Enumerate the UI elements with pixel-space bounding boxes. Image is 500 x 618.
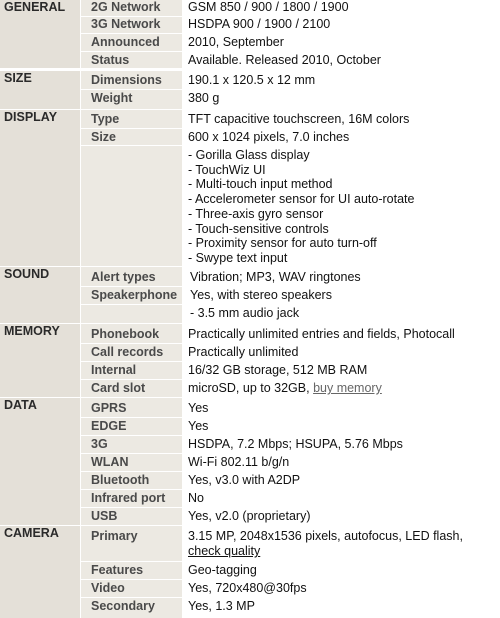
spec-label: Video [91,581,125,595]
section-display [0,109,500,266]
spec-label: Status [91,53,130,67]
spec-label: GPRS [91,401,127,415]
spec-value: Wi-Fi 802.11 b/g/n [188,455,290,469]
section-sound [0,266,500,323]
feature-item: - TouchWiz UI [188,162,266,177]
spec-value: Practically unlimited entries and fields, Photocall [188,327,455,341]
spec-value: Yes [188,401,209,415]
spec-value: No [188,491,204,505]
section-camera [0,525,500,618]
spec-label: Infrared port [91,491,166,505]
spec-value: Practically unlimited [188,345,299,359]
spec-value: Yes [188,419,209,433]
spec-label: 3G Network [91,17,161,31]
feature-item: - Gorilla Glass display [188,148,310,162]
spec-value: Yes, 720x480@30fps [188,581,307,595]
spec-label: Type [91,112,120,126]
feature-item: - Touch-sensitive controls [188,221,329,236]
category-size: SIZE [0,71,80,109]
section-data [0,397,500,525]
spec-value: Yes, 1.3 MP [188,599,255,613]
spec-label: Size [91,130,117,144]
spec-label: Primary [91,529,138,543]
spec-value: Yes, v3.0 with A2DP [188,473,301,487]
spec-label: Announced [91,35,160,49]
section-memory [0,323,500,397]
section-size [0,70,500,109]
spec-value: Vibration; MP3, WAV ringtones [190,270,361,284]
spec-value: TFT capacitive touchscreen, 16M colors [188,112,410,126]
buy-memory-link[interactable]: buy memory [313,381,382,395]
feature-item: - Accelerometer sensor for UI auto-rotate [188,192,415,207]
spec-value: 380 g [188,91,220,105]
spec-label: Phonebook [91,327,160,341]
spec-label: Speakerphone [91,288,178,302]
spec-label: 2G Network [91,0,161,14]
check-quality-link[interactable]: check quality [188,544,261,558]
spec-value: 600 x 1024 pixels, 7.0 inches [188,130,350,144]
category-memory: MEMORY [0,324,80,397]
spec-label: 3G [91,437,108,451]
spec-label: Call records [91,345,164,359]
spec-label: Alert types [91,270,156,284]
spec-label: Card slot [91,381,146,395]
feature-item: - 3.5 mm audio jack [190,306,300,320]
feature-item: - Three-axis gyro sensor [188,206,324,221]
spec-value: Yes, v2.0 (proprietary) [188,509,311,523]
spec-value: GSM 850 / 900 / 1800 / 1900 [188,0,349,14]
category-display: DISPLAY [0,110,80,266]
category-sound: SOUND [0,267,80,323]
category-data: DATA [0,398,80,525]
feature-item: - Multi-touch input method [188,177,333,192]
spec-value: Geo-tagging [188,563,257,577]
spec-value: microSD, up to 32GB, buy memory [188,381,382,395]
spec-label: WLAN [91,455,129,469]
spec-value: HSDPA 900 / 1900 / 2100 [188,17,331,31]
spec-label: Weight [91,91,133,105]
spec-label: Bluetooth [91,473,150,487]
spec-label: Internal [91,363,137,377]
spec-value: HSDPA, 7.2 Mbps; HSUPA, 5.76 Mbps [188,437,403,451]
spec-value: 2010, September [188,35,284,49]
spec-value: 190.1 x 120.5 x 12 mm [188,73,316,87]
spec-label: Features [91,563,144,577]
spec-value: 16/32 GB storage, 512 MB RAM [188,363,368,377]
spec-value: Yes, with stereo speakers [190,288,332,302]
category-general: GENERAL [0,0,80,68]
spec-label: Dimensions [91,73,162,87]
spec-label: EDGE [91,419,127,433]
spec-value: 3.15 MP, 2048x1536 pixels, autofocus, LED flash, [188,529,463,543]
feature-item: - Swype text input [188,250,288,265]
feature-item: - Proximity sensor for auto turn-off [188,236,377,251]
spec-value: Available. Released 2010, October [188,53,381,67]
spec-label: Secondary [91,599,155,613]
section-general [0,0,500,68]
spec-label: USB [91,509,118,523]
category-camera: CAMERA [0,526,80,618]
